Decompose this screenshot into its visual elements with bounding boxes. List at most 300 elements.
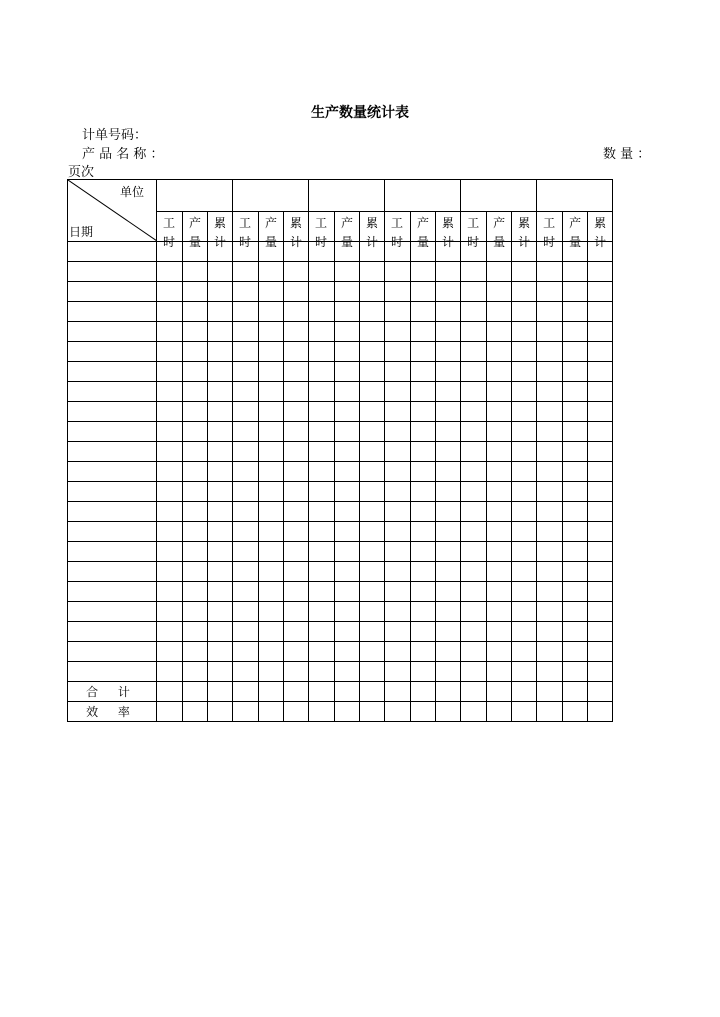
data-cell[interactable] xyxy=(259,682,284,702)
data-cell[interactable] xyxy=(588,622,613,642)
data-cell[interactable] xyxy=(309,702,335,722)
data-cell[interactable] xyxy=(588,502,613,522)
data-cell[interactable] xyxy=(208,562,233,582)
data-cell[interactable] xyxy=(360,402,385,422)
data-cell[interactable] xyxy=(385,382,411,402)
data-cell[interactable] xyxy=(537,422,563,442)
data-cell[interactable] xyxy=(157,642,183,662)
data-cell[interactable] xyxy=(335,382,360,402)
data-cell[interactable] xyxy=(208,662,233,682)
data-cell[interactable] xyxy=(385,702,411,722)
data-cell[interactable] xyxy=(411,562,436,582)
data-cell[interactable] xyxy=(461,322,487,342)
data-cell[interactable] xyxy=(335,622,360,642)
data-cell[interactable] xyxy=(309,422,335,442)
data-cell[interactable] xyxy=(461,542,487,562)
data-cell[interactable] xyxy=(487,622,512,642)
data-cell[interactable] xyxy=(233,262,259,282)
date-cell[interactable] xyxy=(68,422,157,442)
data-cell[interactable] xyxy=(233,362,259,382)
data-cell[interactable] xyxy=(385,502,411,522)
data-cell[interactable] xyxy=(436,642,461,662)
data-cell[interactable] xyxy=(537,262,563,282)
data-cell[interactable] xyxy=(157,262,183,282)
data-cell[interactable] xyxy=(512,302,537,322)
data-cell[interactable] xyxy=(512,522,537,542)
data-cell[interactable] xyxy=(512,442,537,462)
data-cell[interactable] xyxy=(588,522,613,542)
data-cell[interactable] xyxy=(157,302,183,322)
data-cell[interactable] xyxy=(208,602,233,622)
data-cell[interactable] xyxy=(487,662,512,682)
data-cell[interactable] xyxy=(259,402,284,422)
data-cell[interactable] xyxy=(461,302,487,322)
data-cell[interactable] xyxy=(563,582,588,602)
data-cell[interactable] xyxy=(461,682,487,702)
data-cell[interactable] xyxy=(461,342,487,362)
data-cell[interactable] xyxy=(309,482,335,502)
data-cell[interactable] xyxy=(588,702,613,722)
data-cell[interactable] xyxy=(588,362,613,382)
data-cell[interactable] xyxy=(512,642,537,662)
data-cell[interactable] xyxy=(436,462,461,482)
data-cell[interactable] xyxy=(436,542,461,562)
data-cell[interactable] xyxy=(259,522,284,542)
data-cell[interactable] xyxy=(487,702,512,722)
date-cell[interactable] xyxy=(68,542,157,562)
data-cell[interactable] xyxy=(233,562,259,582)
data-cell[interactable] xyxy=(563,462,588,482)
date-cell[interactable] xyxy=(68,642,157,662)
data-cell[interactable] xyxy=(385,462,411,482)
data-cell[interactable] xyxy=(385,602,411,622)
date-cell[interactable] xyxy=(68,482,157,502)
date-cell[interactable] xyxy=(68,662,157,682)
data-cell[interactable] xyxy=(284,382,309,402)
data-cell[interactable] xyxy=(157,342,183,362)
data-cell[interactable] xyxy=(436,482,461,502)
data-cell[interactable] xyxy=(309,282,335,302)
data-cell[interactable] xyxy=(487,522,512,542)
data-cell[interactable] xyxy=(411,302,436,322)
data-cell[interactable] xyxy=(309,382,335,402)
data-cell[interactable] xyxy=(385,322,411,342)
date-cell[interactable] xyxy=(68,522,157,542)
data-cell[interactable] xyxy=(284,542,309,562)
data-cell[interactable] xyxy=(335,262,360,282)
data-cell[interactable] xyxy=(157,542,183,562)
data-cell[interactable] xyxy=(284,482,309,502)
data-cell[interactable] xyxy=(233,642,259,662)
data-cell[interactable] xyxy=(335,502,360,522)
data-cell[interactable] xyxy=(537,562,563,582)
data-cell[interactable] xyxy=(436,302,461,322)
data-cell[interactable] xyxy=(411,402,436,422)
data-cell[interactable] xyxy=(588,382,613,402)
data-cell[interactable] xyxy=(385,282,411,302)
data-cell[interactable] xyxy=(563,362,588,382)
data-cell[interactable] xyxy=(563,302,588,322)
data-cell[interactable] xyxy=(335,522,360,542)
data-cell[interactable] xyxy=(537,522,563,542)
data-cell[interactable] xyxy=(411,362,436,382)
data-cell[interactable] xyxy=(360,542,385,562)
date-cell[interactable] xyxy=(68,622,157,642)
data-cell[interactable] xyxy=(259,362,284,382)
data-cell[interactable] xyxy=(157,422,183,442)
data-cell[interactable] xyxy=(259,642,284,662)
data-cell[interactable] xyxy=(360,682,385,702)
data-cell[interactable] xyxy=(233,342,259,362)
data-cell[interactable] xyxy=(436,362,461,382)
data-cell[interactable] xyxy=(512,342,537,362)
data-cell[interactable] xyxy=(284,522,309,542)
data-cell[interactable] xyxy=(183,642,208,662)
data-cell[interactable] xyxy=(335,542,360,562)
data-cell[interactable] xyxy=(436,582,461,602)
data-cell[interactable] xyxy=(259,662,284,682)
data-cell[interactable] xyxy=(537,322,563,342)
data-cell[interactable] xyxy=(588,302,613,322)
data-cell[interactable] xyxy=(385,262,411,282)
data-cell[interactable] xyxy=(436,422,461,442)
data-cell[interactable] xyxy=(512,702,537,722)
data-cell[interactable] xyxy=(335,342,360,362)
data-cell[interactable] xyxy=(461,502,487,522)
data-cell[interactable] xyxy=(461,262,487,282)
data-cell[interactable] xyxy=(208,682,233,702)
data-cell[interactable] xyxy=(487,342,512,362)
data-cell[interactable] xyxy=(461,282,487,302)
data-cell[interactable] xyxy=(233,402,259,422)
data-cell[interactable] xyxy=(487,562,512,582)
data-cell[interactable] xyxy=(436,442,461,462)
data-cell[interactable] xyxy=(385,642,411,662)
data-cell[interactable] xyxy=(309,402,335,422)
data-cell[interactable] xyxy=(436,322,461,342)
unit-name-cell[interactable] xyxy=(233,180,309,212)
data-cell[interactable] xyxy=(259,322,284,342)
data-cell[interactable] xyxy=(284,302,309,322)
data-cell[interactable] xyxy=(360,382,385,402)
data-cell[interactable] xyxy=(512,502,537,522)
data-cell[interactable] xyxy=(436,522,461,542)
data-cell[interactable] xyxy=(487,642,512,662)
data-cell[interactable] xyxy=(157,362,183,382)
data-cell[interactable] xyxy=(563,502,588,522)
data-cell[interactable] xyxy=(335,682,360,702)
date-cell[interactable] xyxy=(68,382,157,402)
data-cell[interactable] xyxy=(385,662,411,682)
data-cell[interactable] xyxy=(588,562,613,582)
data-cell[interactable] xyxy=(183,522,208,542)
data-cell[interactable] xyxy=(537,462,563,482)
data-cell[interactable] xyxy=(183,662,208,682)
data-cell[interactable] xyxy=(309,442,335,462)
data-cell[interactable] xyxy=(157,462,183,482)
data-cell[interactable] xyxy=(487,502,512,522)
data-cell[interactable] xyxy=(385,402,411,422)
data-cell[interactable] xyxy=(284,702,309,722)
data-cell[interactable] xyxy=(208,262,233,282)
data-cell[interactable] xyxy=(461,382,487,402)
data-cell[interactable] xyxy=(183,342,208,362)
data-cell[interactable] xyxy=(512,262,537,282)
data-cell[interactable] xyxy=(183,382,208,402)
data-cell[interactable] xyxy=(563,382,588,402)
data-cell[interactable] xyxy=(309,682,335,702)
data-cell[interactable] xyxy=(360,522,385,542)
data-cell[interactable] xyxy=(360,482,385,502)
data-cell[interactable] xyxy=(461,642,487,662)
data-cell[interactable] xyxy=(284,682,309,702)
data-cell[interactable] xyxy=(487,262,512,282)
data-cell[interactable] xyxy=(512,542,537,562)
data-cell[interactable] xyxy=(487,362,512,382)
data-cell[interactable] xyxy=(487,602,512,622)
data-cell[interactable] xyxy=(208,362,233,382)
data-cell[interactable] xyxy=(487,582,512,602)
data-cell[interactable] xyxy=(183,302,208,322)
data-cell[interactable] xyxy=(385,482,411,502)
date-cell[interactable] xyxy=(68,442,157,462)
data-cell[interactable] xyxy=(563,682,588,702)
data-cell[interactable] xyxy=(563,282,588,302)
data-cell[interactable] xyxy=(563,442,588,462)
data-cell[interactable] xyxy=(233,542,259,562)
data-cell[interactable] xyxy=(461,482,487,502)
data-cell[interactable] xyxy=(588,482,613,502)
data-cell[interactable] xyxy=(233,502,259,522)
data-cell[interactable] xyxy=(183,702,208,722)
data-cell[interactable] xyxy=(537,362,563,382)
data-cell[interactable] xyxy=(385,362,411,382)
data-cell[interactable] xyxy=(183,422,208,442)
data-cell[interactable] xyxy=(537,282,563,302)
data-cell[interactable] xyxy=(183,502,208,522)
date-cell[interactable] xyxy=(68,582,157,602)
data-cell[interactable] xyxy=(411,582,436,602)
data-cell[interactable] xyxy=(208,402,233,422)
data-cell[interactable] xyxy=(512,382,537,402)
data-cell[interactable] xyxy=(563,482,588,502)
data-cell[interactable] xyxy=(512,602,537,622)
data-cell[interactable] xyxy=(461,562,487,582)
data-cell[interactable] xyxy=(385,622,411,642)
data-cell[interactable] xyxy=(411,502,436,522)
data-cell[interactable] xyxy=(411,442,436,462)
date-cell[interactable] xyxy=(68,282,157,302)
data-cell[interactable] xyxy=(233,682,259,702)
data-cell[interactable] xyxy=(487,422,512,442)
data-cell[interactable] xyxy=(309,502,335,522)
data-cell[interactable] xyxy=(284,662,309,682)
data-cell[interactable] xyxy=(436,662,461,682)
data-cell[interactable] xyxy=(588,342,613,362)
data-cell[interactable] xyxy=(360,622,385,642)
data-cell[interactable] xyxy=(411,522,436,542)
data-cell[interactable] xyxy=(385,682,411,702)
data-cell[interactable] xyxy=(436,602,461,622)
data-cell[interactable] xyxy=(563,662,588,682)
date-cell[interactable] xyxy=(68,262,157,282)
data-cell[interactable] xyxy=(588,542,613,562)
data-cell[interactable] xyxy=(461,602,487,622)
data-cell[interactable] xyxy=(157,662,183,682)
data-cell[interactable] xyxy=(588,602,613,622)
data-cell[interactable] xyxy=(284,642,309,662)
data-cell[interactable] xyxy=(208,482,233,502)
data-cell[interactable] xyxy=(512,582,537,602)
data-cell[interactable] xyxy=(512,282,537,302)
data-cell[interactable] xyxy=(183,282,208,302)
date-cell[interactable] xyxy=(68,322,157,342)
data-cell[interactable] xyxy=(436,282,461,302)
data-cell[interactable] xyxy=(259,482,284,502)
data-cell[interactable] xyxy=(183,262,208,282)
data-cell[interactable] xyxy=(537,482,563,502)
data-cell[interactable] xyxy=(537,662,563,682)
data-cell[interactable] xyxy=(461,442,487,462)
data-cell[interactable] xyxy=(259,562,284,582)
data-cell[interactable] xyxy=(157,562,183,582)
data-cell[interactable] xyxy=(411,622,436,642)
data-cell[interactable] xyxy=(309,562,335,582)
data-cell[interactable] xyxy=(537,302,563,322)
data-cell[interactable] xyxy=(208,382,233,402)
data-cell[interactable] xyxy=(183,562,208,582)
date-cell[interactable] xyxy=(68,342,157,362)
data-cell[interactable] xyxy=(411,462,436,482)
data-cell[interactable] xyxy=(537,702,563,722)
data-cell[interactable] xyxy=(563,702,588,722)
data-cell[interactable] xyxy=(411,422,436,442)
data-cell[interactable] xyxy=(208,542,233,562)
data-cell[interactable] xyxy=(309,522,335,542)
date-cell[interactable] xyxy=(68,462,157,482)
data-cell[interactable] xyxy=(360,462,385,482)
data-cell[interactable] xyxy=(411,602,436,622)
data-cell[interactable] xyxy=(360,442,385,462)
data-cell[interactable] xyxy=(512,682,537,702)
data-cell[interactable] xyxy=(461,522,487,542)
data-cell[interactable] xyxy=(183,482,208,502)
data-cell[interactable] xyxy=(487,442,512,462)
data-cell[interactable] xyxy=(183,622,208,642)
date-cell[interactable] xyxy=(68,242,157,262)
data-cell[interactable] xyxy=(208,582,233,602)
data-cell[interactable] xyxy=(360,562,385,582)
data-cell[interactable] xyxy=(563,562,588,582)
data-cell[interactable] xyxy=(208,282,233,302)
data-cell[interactable] xyxy=(259,582,284,602)
data-cell[interactable] xyxy=(233,462,259,482)
data-cell[interactable] xyxy=(385,522,411,542)
data-cell[interactable] xyxy=(360,302,385,322)
data-cell[interactable] xyxy=(563,342,588,362)
data-cell[interactable] xyxy=(335,322,360,342)
data-cell[interactable] xyxy=(411,542,436,562)
data-cell[interactable] xyxy=(157,682,183,702)
data-cell[interactable] xyxy=(588,322,613,342)
data-cell[interactable] xyxy=(335,482,360,502)
data-cell[interactable] xyxy=(563,262,588,282)
data-cell[interactable] xyxy=(208,322,233,342)
data-cell[interactable] xyxy=(233,622,259,642)
data-cell[interactable] xyxy=(461,462,487,482)
data-cell[interactable] xyxy=(385,342,411,362)
data-cell[interactable] xyxy=(588,682,613,702)
data-cell[interactable] xyxy=(233,382,259,402)
data-cell[interactable] xyxy=(563,622,588,642)
data-cell[interactable] xyxy=(183,602,208,622)
data-cell[interactable] xyxy=(385,582,411,602)
data-cell[interactable] xyxy=(563,602,588,622)
data-cell[interactable] xyxy=(284,322,309,342)
data-cell[interactable] xyxy=(487,542,512,562)
data-cell[interactable] xyxy=(335,582,360,602)
data-cell[interactable] xyxy=(233,582,259,602)
data-cell[interactable] xyxy=(563,422,588,442)
data-cell[interactable] xyxy=(259,382,284,402)
data-cell[interactable] xyxy=(360,602,385,622)
data-cell[interactable] xyxy=(411,382,436,402)
data-cell[interactable] xyxy=(208,342,233,362)
data-cell[interactable] xyxy=(183,442,208,462)
data-cell[interactable] xyxy=(259,542,284,562)
data-cell[interactable] xyxy=(309,662,335,682)
data-cell[interactable] xyxy=(335,702,360,722)
data-cell[interactable] xyxy=(563,542,588,562)
data-cell[interactable] xyxy=(208,502,233,522)
data-cell[interactable] xyxy=(233,702,259,722)
data-cell[interactable] xyxy=(385,442,411,462)
data-cell[interactable] xyxy=(436,502,461,522)
data-cell[interactable] xyxy=(461,582,487,602)
data-cell[interactable] xyxy=(360,702,385,722)
data-cell[interactable] xyxy=(537,582,563,602)
unit-name-cell[interactable] xyxy=(157,180,233,212)
data-cell[interactable] xyxy=(309,582,335,602)
data-cell[interactable] xyxy=(157,442,183,462)
data-cell[interactable] xyxy=(487,462,512,482)
data-cell[interactable] xyxy=(157,322,183,342)
data-cell[interactable] xyxy=(512,482,537,502)
data-cell[interactable] xyxy=(436,342,461,362)
data-cell[interactable] xyxy=(259,282,284,302)
data-cell[interactable] xyxy=(233,322,259,342)
data-cell[interactable] xyxy=(436,562,461,582)
data-cell[interactable] xyxy=(233,442,259,462)
data-cell[interactable] xyxy=(208,622,233,642)
data-cell[interactable] xyxy=(259,502,284,522)
data-cell[interactable] xyxy=(385,302,411,322)
data-cell[interactable] xyxy=(284,262,309,282)
data-cell[interactable] xyxy=(537,542,563,562)
data-cell[interactable] xyxy=(512,322,537,342)
data-cell[interactable] xyxy=(360,282,385,302)
data-cell[interactable] xyxy=(208,702,233,722)
data-cell[interactable] xyxy=(512,462,537,482)
data-cell[interactable] xyxy=(461,702,487,722)
data-cell[interactable] xyxy=(588,422,613,442)
data-cell[interactable] xyxy=(360,342,385,362)
data-cell[interactable] xyxy=(157,582,183,602)
data-cell[interactable] xyxy=(309,302,335,322)
data-cell[interactable] xyxy=(487,322,512,342)
data-cell[interactable] xyxy=(563,522,588,542)
data-cell[interactable] xyxy=(411,642,436,662)
